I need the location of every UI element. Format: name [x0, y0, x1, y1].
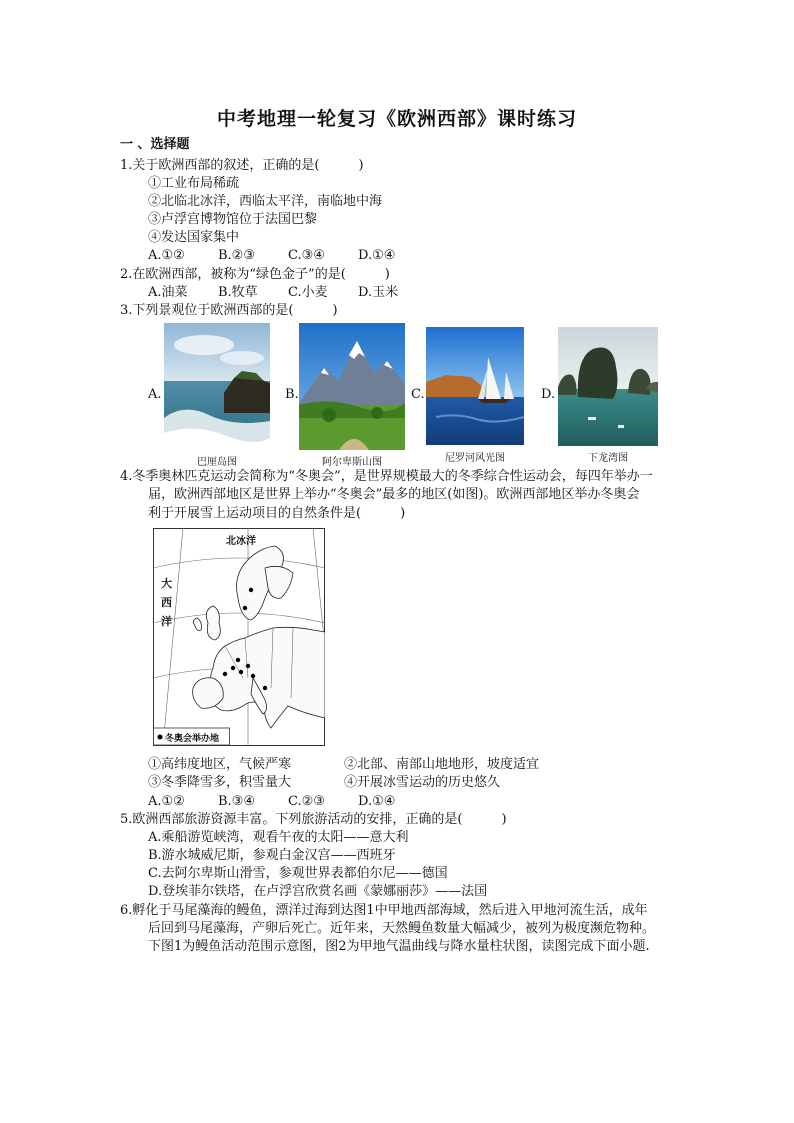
photo-label-c[interactable]: C.: [411, 387, 425, 402]
option-a[interactable]: A.①②: [148, 794, 185, 809]
option-b[interactable]: B.③④: [218, 794, 255, 809]
question-1-item: ①工业布局稀疏: [148, 176, 240, 191]
option-b[interactable]: B.牧草: [218, 285, 258, 300]
section-heading: 一 、选择题: [120, 137, 190, 152]
bali-photo: [164, 323, 270, 446]
nile-photo: [426, 327, 524, 445]
option-a[interactable]: A.乘船游览峡湾，观看午夜的太阳——意大利: [148, 830, 409, 845]
question-4-item: ①高纬度地区，气候严寒: [148, 757, 292, 772]
option-d[interactable]: D.玉米: [358, 285, 399, 300]
question-4-item: ③冬季降雪多，积雪量大: [148, 775, 292, 790]
question-4-options: [148, 793, 395, 811]
question-3-stem: 3.下列景观位于欧洲西部的是( ): [120, 303, 338, 318]
map-legend-label: 冬奥会举办地: [165, 734, 220, 744]
question-2-options: [148, 284, 398, 302]
question-6-stem-line: 下图1为鳗鱼活动范围示意图，图2为甲地气温曲线与降水量柱状图，读图完成下面小题.: [148, 939, 650, 954]
question-1-item: ②北临北冰洋，西临太平洋，南临地中海: [148, 194, 383, 209]
question-4-item: ④开展冰雪运动的历史悠久: [344, 775, 501, 790]
question-4-stem-line: 4.冬季奥林匹克运动会简称为“冬奥会”，是世界规模最大的冬季综合性运动会，每四年举办一: [120, 469, 653, 484]
question-5-stem: 5.欧洲西部旅游资源丰富。下列旅游活动的安排，正确的是( ): [120, 812, 507, 827]
question-1-item: ③卢浮宫博物馆位于法国巴黎: [148, 212, 318, 227]
photo-caption-c: 尼罗河风光图: [445, 453, 505, 464]
question-1-options: [148, 247, 395, 265]
western-europe-winter-olympics-map: [153, 528, 325, 746]
question-4-stem-line: 利于开展雪上运动项目的自然条件是( ): [148, 506, 406, 521]
option-d[interactable]: D.①④: [358, 248, 396, 263]
photo-label-a[interactable]: A.: [148, 387, 162, 402]
question-6-stem-line: 后回到马尾藻海，产卵后死亡。近年来，天然鳗鱼数量大幅减少，被列为极度濒危物种。: [148, 921, 656, 936]
option-c[interactable]: C.小麦: [288, 285, 328, 300]
photo-caption-a: 巴厘岛图: [197, 457, 237, 468]
question-1-stem: 1.关于欧洲西部的叙述，正确的是( ): [120, 158, 364, 173]
map-arctic-ocean-label: 北冰洋: [226, 536, 256, 547]
page-title: 中考地理一轮复习《欧洲西部》课时练习: [216, 108, 577, 130]
option-c[interactable]: C.③④: [288, 248, 325, 263]
photo-caption-d: 下龙湾图: [588, 453, 628, 464]
option-b[interactable]: B.②③: [218, 248, 255, 263]
photo-label-d[interactable]: D.: [541, 387, 556, 402]
option-c[interactable]: C.去阿尔卑斯山滑雪，参观世界表都伯尔尼——德国: [148, 866, 448, 881]
question-4-item: ②北部、南部山地地形，坡度适宜: [344, 757, 540, 772]
photo-label-b[interactable]: B.: [285, 387, 299, 402]
option-d[interactable]: D.①④: [358, 794, 396, 809]
option-d[interactable]: D.登埃菲尔铁塔，在卢浮宫欣赏名画《蒙娜丽莎》——法国: [148, 884, 488, 899]
option-a[interactable]: A.油菜: [148, 285, 188, 300]
option-c[interactable]: C.②③: [288, 794, 325, 809]
option-b[interactable]: B.游水城威尼斯，参观白金汉宫——西班牙: [148, 848, 396, 863]
question-1-item: ④发达国家集中: [148, 230, 240, 245]
photo-caption-b: 阿尔卑斯山图: [322, 457, 382, 468]
map-atlantic-ocean-label: 大 西 洋: [161, 577, 172, 628]
question-2-stem: 2.在欧洲西部，被称为“绿色金子”的是( ): [120, 267, 390, 282]
halong-bay-photo: [558, 327, 658, 446]
alps-photo: [299, 323, 405, 450]
question-6-stem-line: 6.孵化于马尾藻海的鳗鱼，漂洋过海到达图1中甲地西部海域，然后进入甲地河流生活，成年: [120, 903, 648, 918]
option-a[interactable]: A.①②: [148, 248, 185, 263]
question-4-stem-line: 届，欧洲西部地区是世界上举办“冬奥会”最多的地区(如图)。欧洲西部地区举办冬奥会: [148, 487, 640, 502]
